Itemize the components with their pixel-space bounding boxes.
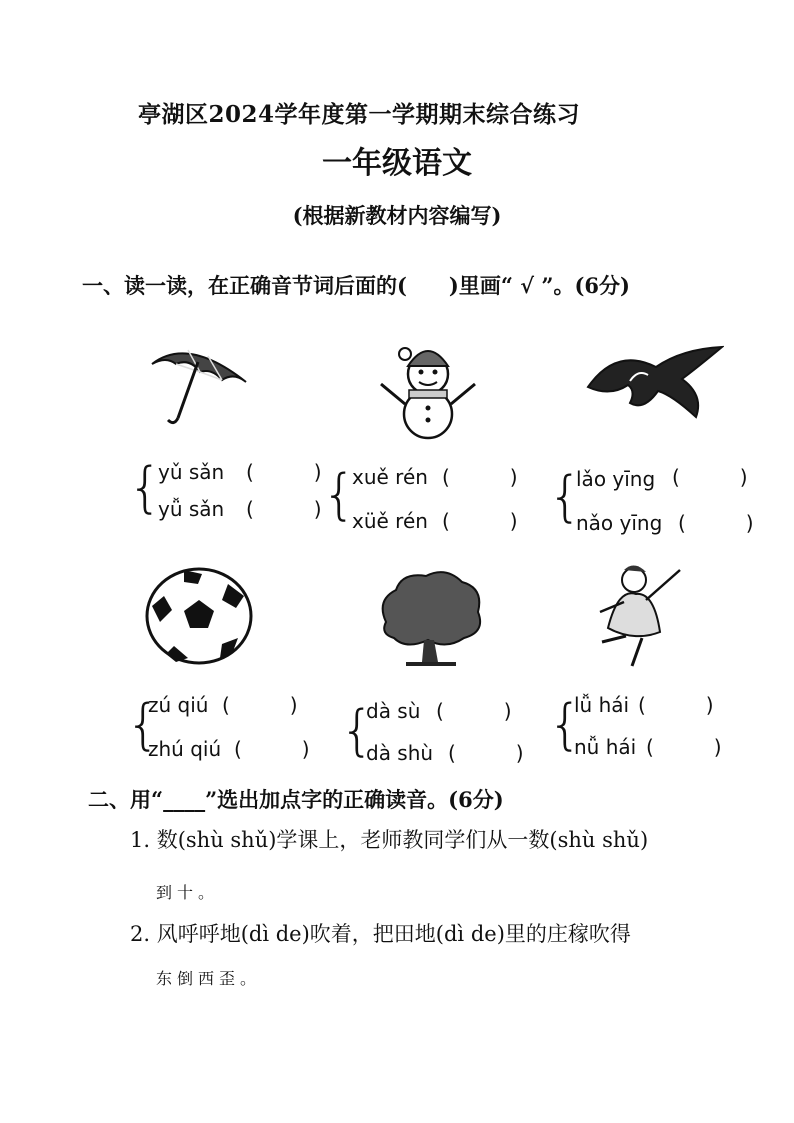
pinyin-option: xüě rén bbox=[352, 509, 428, 533]
option-line bbox=[366, 740, 433, 766]
brace: { bbox=[548, 693, 583, 756]
pinyin-option: dà shù bbox=[366, 741, 434, 765]
question-item-1 bbox=[128, 455, 328, 529]
option-line bbox=[352, 508, 428, 534]
question-2-2-line-2: 东倒西歪。 bbox=[156, 969, 262, 988]
pinyin-option: lǎo yīng bbox=[576, 467, 656, 491]
question-item-3 bbox=[548, 460, 778, 542]
brace: { bbox=[128, 456, 163, 519]
option-line bbox=[576, 510, 662, 536]
question-item-6 bbox=[548, 688, 748, 766]
brace: { bbox=[322, 463, 357, 526]
pinyin-option: yǚ sǎn bbox=[158, 497, 225, 521]
answer-parentheses[interactable]: ( ) bbox=[442, 465, 518, 489]
pinyin-option: dà sù bbox=[366, 699, 421, 723]
option-line bbox=[158, 459, 224, 485]
exam-subject-title: 一年级语文 bbox=[322, 146, 472, 181]
eagle-icon bbox=[586, 345, 724, 419]
answer-parentheses[interactable]: ( ) bbox=[448, 741, 524, 765]
tree-icon bbox=[376, 570, 486, 670]
option-line bbox=[148, 736, 221, 762]
answer-parentheses[interactable]: ( ) bbox=[678, 511, 754, 535]
brace: { bbox=[340, 699, 375, 762]
pinyin-option: zhú qiú bbox=[148, 737, 222, 761]
option-line bbox=[158, 496, 224, 522]
question-2-1-line-1: 1. 数(shù shǔ)学课上，老师教同学们从一数(shù shǔ) bbox=[130, 828, 649, 852]
answer-parentheses[interactable]: ( ) bbox=[222, 693, 298, 717]
question-2-2-line-1: 2. 风呼呼地(dì de)吹着，把田地(dì de)里的庄稼吹得 bbox=[130, 922, 631, 946]
section1-heading: 一、读一读，在正确音节词后面的( )里画“ √ ”。(6分) bbox=[82, 273, 630, 298]
question-2-1-line-2: 到十。 bbox=[156, 883, 220, 902]
brace: { bbox=[548, 465, 583, 528]
girl-icon bbox=[588, 558, 692, 676]
exam-subtitle: (根据新教材内容编写) bbox=[292, 203, 502, 228]
answer-parentheses[interactable]: ( ) bbox=[246, 497, 322, 521]
question-item-4 bbox=[126, 690, 326, 766]
option-line bbox=[574, 692, 629, 718]
exam-school-title: 亭湖区2024学年度第一学期期末综合练习 bbox=[138, 101, 581, 128]
pinyin-option: yǔ sǎn bbox=[158, 460, 225, 484]
question-item-2 bbox=[322, 460, 532, 540]
football-icon bbox=[144, 566, 254, 666]
brace: { bbox=[126, 693, 161, 756]
answer-parentheses[interactable]: ( ) bbox=[646, 735, 722, 759]
pinyin-option: zú qiú bbox=[148, 693, 209, 717]
answer-parentheses[interactable]: ( ) bbox=[638, 693, 714, 717]
pinyin-option: xuě rén bbox=[352, 465, 428, 489]
question-item-5 bbox=[340, 694, 540, 772]
option-line bbox=[366, 698, 420, 724]
section2-heading: 二、用“____”选出加点字的正确读音。(6分) bbox=[88, 787, 504, 812]
option-line bbox=[352, 464, 428, 490]
option-line bbox=[574, 734, 636, 760]
answer-parentheses[interactable]: ( ) bbox=[246, 460, 322, 484]
answer-parentheses[interactable]: ( ) bbox=[442, 509, 518, 533]
pinyin-option: nǎo yīng bbox=[576, 511, 663, 535]
umbrella-icon bbox=[148, 342, 252, 428]
snowman-icon bbox=[375, 336, 481, 440]
answer-parentheses[interactable]: ( ) bbox=[234, 737, 310, 761]
answer-parentheses[interactable]: ( ) bbox=[672, 465, 748, 489]
option-line bbox=[148, 692, 208, 718]
pinyin-option: lǚ hái bbox=[574, 693, 630, 717]
answer-parentheses[interactable]: ( ) bbox=[436, 699, 512, 723]
option-line bbox=[576, 466, 655, 492]
pinyin-option: nǚ hái bbox=[574, 735, 637, 759]
